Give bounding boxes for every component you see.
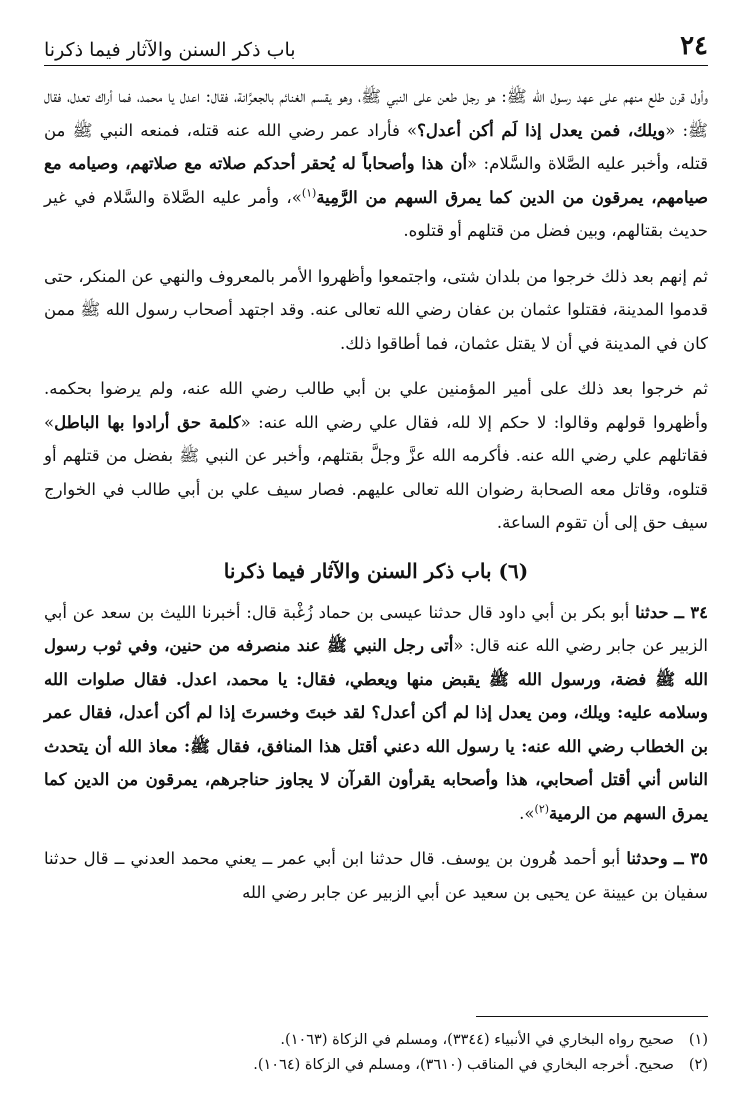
footnote-number: (١) (688, 1032, 708, 1048)
text: »، وأمر عليه الصَّلاة والسَّلام في غير حديث بقتالهم، وبين فضل من قتلهم أو قتلوه. (44, 187, 708, 240)
page-header (44, 26, 708, 66)
hadith-34 (44, 596, 708, 831)
paragraph-uthman: ثم إنهم بعد ذلك خرجوا من بلدان شتى، واجتمعوا وأظهروا الأمر بالمعروف والنهي عن المنكر، حتى قدموا المدينة، فقتلوا عثمان بن عفان رضي الله تعالى عنه. وقد اجتهد أصحاب رسول الله ﷺ ممن كان في المدينة في أن لا يقتل عثمان، فما أطاقوا ذلك. (44, 266, 708, 353)
page-number: ٢٤ (680, 31, 708, 61)
isnad: أبو بكر بن أبي داود قال حدثنا عيسى بن حماد زُغْبة قال: أخبرنا الليث بن سعد عن أبي الزبير عن جابر رضي الله عنه قال: « (44, 602, 708, 655)
hadith-matn: أتى رجل النبي ﷺ عند منصرفه من حنين، وفي ثوب رسول الله ﷺ فضة، ورسول الله ﷺ يقبض منها ويعطي، فقال: يا محمد، اعدل. فقال صلوات الله وسلامه عليه: ويلك، ومن يعدل إذا لم أكن أعدل؟ لقد خبتَ وخسرتَ إذا لم أكن أعدل، فقال عمر بن الخطاب رضي الله عنه: يا رسول الله دعني أقتل هذا المنافق، فقال ﷺ: معاذ الله أن يتحدث الناس أني أقتل أصحابي، هذا وأصحابه يقرأون القرآن لا يجاوز حناجرهم، يمرقون من الدين كما يمرق السهم من الرمية (44, 636, 708, 823)
footnote-divider (476, 1016, 708, 1017)
footnote (44, 1028, 708, 1053)
page-body (44, 80, 708, 921)
hadith-35 (44, 842, 708, 909)
text: وأول قرن طلع منهم على عهد رسول الله ﷺ: هو رجل طعن على النبي ﷺ، وهو يقسم الغنائم بالجعرَّانة، فقال: اعدل يا محمد، فما أراك تعدل، فقال ﷺ: « (44, 87, 708, 140)
footnote (44, 1053, 708, 1078)
text: ». (519, 803, 535, 823)
lead-word: وحدثنا (626, 849, 668, 868)
hadith-quote: ويلك، فمن يعدل إذا لَم أكن أعدل؟ (417, 120, 666, 140)
hadith-number: ٣٤ ــ (674, 602, 708, 622)
text: ثم خرجوا بعد ذلك على أمير المؤمنين علي بن أبي طالب رضي الله عنه، ولم يرضوا بحكمه. وأظهروا قولهم وقالوا: لا حكم إلا لله، فقال علي رضي الله عنه: « (44, 379, 708, 432)
footnote-number: (٢) (688, 1057, 708, 1073)
hadith-number: ٣٥ ــ (673, 849, 708, 868)
footnote-ref[interactable]: (١) (301, 186, 317, 199)
paragraph-first-horn (44, 80, 708, 248)
paragraph-ali (44, 372, 708, 540)
hadith-quote: أن هذا وأصحاباً له يُحقر أحدكم صلاته مع صلاتهم، وصيامه مع صيامهم، يمرقون من الدين كما يمرق السهم من الرَّمِية (44, 154, 709, 207)
text: » فأراد عمر رضي الله عنه قتله، فمنعه النبي ﷺ من قتله، وأخبر عليه الصَّلاة والسَّلام: « (44, 120, 708, 173)
footnote-text: صحيح. أخرجه البخاري في المناقب (٣٦١٠)، ومسلم في الزكاة (١٠٦٤). (253, 1057, 674, 1073)
chapter-heading: (٦) باب ذكر السنن والآثار فيما ذكرنا (223, 558, 529, 583)
footnotes (44, 1028, 708, 1078)
text: » فقاتلهم علي رضي الله عنه. فأكرمه الله عزَّ وجلَّ بقتلهم، وأخبر عن النبي ﷺ بفضل من قتلهم أو قتلوه، وقاتل معه الصحابة رضوان الله تعالى عليهم. فصار سيف علي بن أبي طالب في الخوارج سيف حق إلى أن تقوم الساعة. (44, 412, 708, 532)
quote: كلمة حق أرادوا بها الباطل (54, 412, 241, 432)
isnad: أبو أحمد هُرون بن يوسف. قال حدثنا ابن أبي عمر ــ يعني محمد العدني ــ قال حدثنا سفيان بن عيينة عن يحيى بن سعيد عن أبي الزبير عن جابر رضي الله (44, 849, 708, 902)
running-title: باب ذكر السنن والآثار فيما ذكرنا (44, 39, 296, 61)
footnote-text: صحيح رواه البخاري في الأنبياء (٣٣٤٤)، ومسلم في الزكاة (١٠٦٣). (280, 1032, 674, 1048)
footnote-ref[interactable]: (٢) (534, 802, 550, 815)
lead-word: حدثنا (635, 602, 669, 622)
